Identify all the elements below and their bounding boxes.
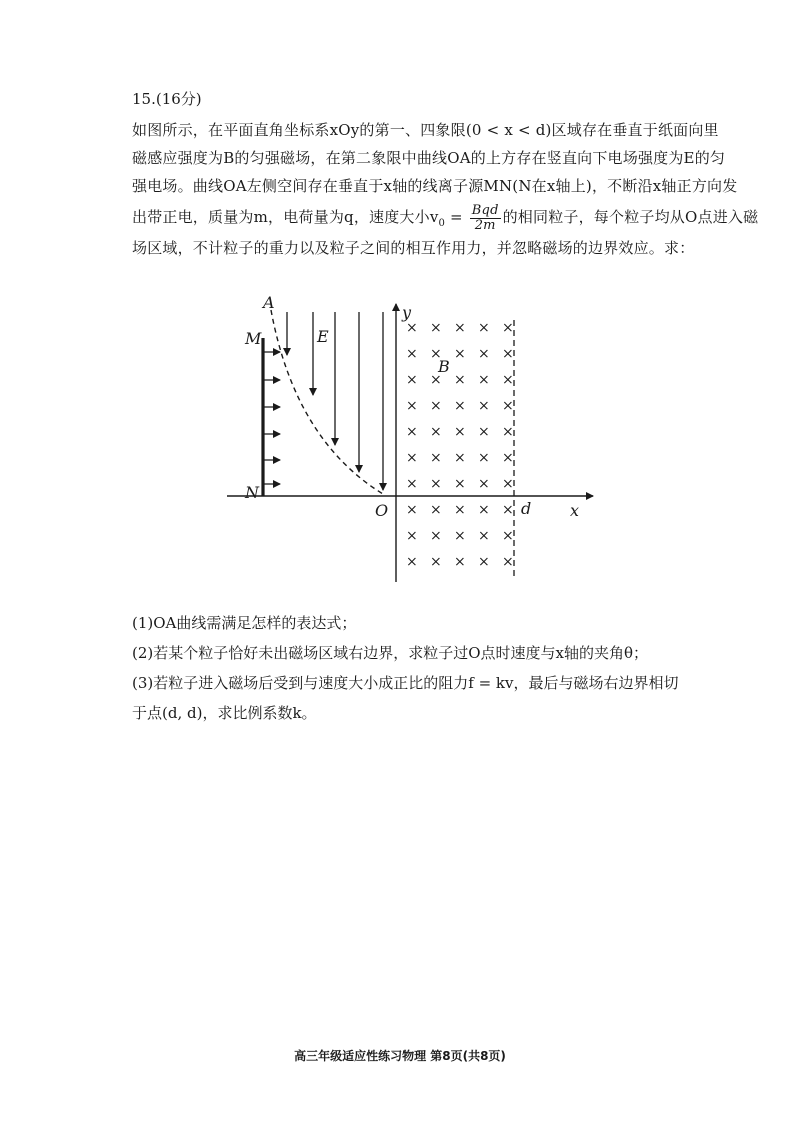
velocity-subscript: 0	[438, 218, 446, 229]
field-cross-mark: ×	[454, 346, 466, 362]
field-cross-mark: ×	[406, 398, 418, 414]
label-a: A	[263, 293, 275, 312]
field-cross-mark: ×	[478, 320, 490, 336]
field-cross-mark: ×	[478, 398, 490, 414]
field-cross-mark: ×	[406, 346, 418, 362]
field-cross-mark: ×	[502, 450, 514, 466]
field-cross-mark: ×	[454, 424, 466, 440]
field-cross-mark: ×	[406, 320, 418, 336]
field-cross-mark: ×	[478, 346, 490, 362]
field-cross-mark: ×	[454, 502, 466, 518]
field-cross-mark: ×	[406, 554, 418, 570]
fraction-numerator: Bqd	[471, 202, 499, 218]
field-cross-mark: ×	[502, 502, 514, 518]
field-cross-mark: ×	[478, 372, 490, 388]
field-cross-mark: ×	[430, 398, 442, 414]
field-cross-mark: ×	[406, 450, 418, 466]
field-cross-mark: ×	[430, 554, 442, 570]
field-cross-mark: ×	[454, 372, 466, 388]
stem-line-4	[132, 200, 759, 234]
fraction-denominator: 2m	[474, 217, 496, 233]
label-y: y	[402, 303, 412, 322]
field-cross-mark: ×	[430, 346, 442, 362]
label-n: N	[245, 483, 259, 502]
question-1: (1)OA曲线需满足怎样的表达式；	[132, 614, 357, 632]
question-3-line-2: 于点(d, d)，求比例系数k。	[132, 704, 317, 722]
page-footer: 高三年级适应性练习物理 第8页(共8页)	[294, 1049, 506, 1063]
field-cross-mark: ×	[478, 528, 490, 544]
equals-sign: =	[445, 208, 468, 226]
stem-line-4-before: 出带正电，质量为m，电荷量为q，速度大小v	[132, 208, 439, 226]
physics-figure	[225, 290, 605, 590]
field-cross-mark: ×	[502, 554, 514, 570]
field-cross-mark: ×	[478, 450, 490, 466]
question-number: 15.(16分)	[132, 90, 202, 108]
field-cross-mark: ×	[430, 372, 442, 388]
field-cross-mark: ×	[454, 320, 466, 336]
field-cross-mark: ×	[406, 502, 418, 518]
label-e: E	[317, 327, 329, 346]
field-cross-mark: ×	[454, 450, 466, 466]
field-cross-mark: ×	[502, 398, 514, 414]
label-m: M	[245, 329, 262, 348]
field-cross-mark: ×	[502, 372, 514, 388]
field-cross-mark: ×	[478, 476, 490, 492]
stem-line-1: 如图所示，在平面直角坐标系xOy的第一、四象限(0 < x < d)区域存在垂直于纸面向里	[132, 121, 719, 139]
field-cross-mark: ×	[430, 476, 442, 492]
field-cross-mark: ×	[406, 424, 418, 440]
question-3-line-1: (3)若粒子进入磁场后受到与速度大小成正比的阻力f = kv，最后与磁场右边界相切	[132, 674, 679, 692]
field-cross-mark: ×	[478, 424, 490, 440]
field-cross-mark: ×	[478, 502, 490, 518]
label-b: B	[438, 357, 450, 376]
field-cross-mark: ×	[406, 372, 418, 388]
label-x: x	[570, 501, 580, 520]
question-2: (2)若某个粒子恰好未出磁场区域右边界，求粒子过O点时速度与x轴的夹角θ；	[132, 644, 649, 662]
stem-line-4-after: 的相同粒子，每个粒子均从O点进入磁	[502, 208, 759, 226]
field-cross-mark: ×	[454, 528, 466, 544]
problem-stem	[132, 116, 759, 262]
field-cross-mark: ×	[502, 476, 514, 492]
field-cross-mark: ×	[502, 320, 514, 336]
field-cross-mark: ×	[454, 476, 466, 492]
field-cross-mark: ×	[502, 424, 514, 440]
field-cross-mark: ×	[430, 424, 442, 440]
stem-line-3: 强电场。曲线OA左侧空间存在垂直于x轴的线离子源MN(N在x轴上)，不断沿x轴正方向发	[132, 177, 738, 195]
field-cross-mark: ×	[478, 554, 490, 570]
field-cross-mark: ×	[406, 476, 418, 492]
field-cross-mark: ×	[502, 346, 514, 362]
field-cross-mark: ×	[406, 528, 418, 544]
field-cross-mark: ×	[502, 528, 514, 544]
velocity-fraction	[470, 204, 501, 233]
field-cross-mark: ×	[454, 398, 466, 414]
label-d: d	[521, 499, 532, 518]
field-cross-mark: ×	[430, 450, 442, 466]
stem-line-5: 场区域，不计粒子的重力以及粒子之间的相互作用力，并忽略磁场的边界效应。求：	[132, 239, 695, 257]
stem-line-2: 磁感应强度为B的匀强磁场，在第二象限中曲线OA的上方存在竖直向下电场强度为E的匀	[132, 149, 726, 167]
field-cross-mark: ×	[430, 502, 442, 518]
field-cross-mark: ×	[430, 528, 442, 544]
label-o: O	[375, 501, 389, 520]
field-cross-mark: ×	[454, 554, 466, 570]
field-cross-mark: ×	[430, 320, 442, 336]
magnetic-field-crosses	[406, 320, 514, 570]
